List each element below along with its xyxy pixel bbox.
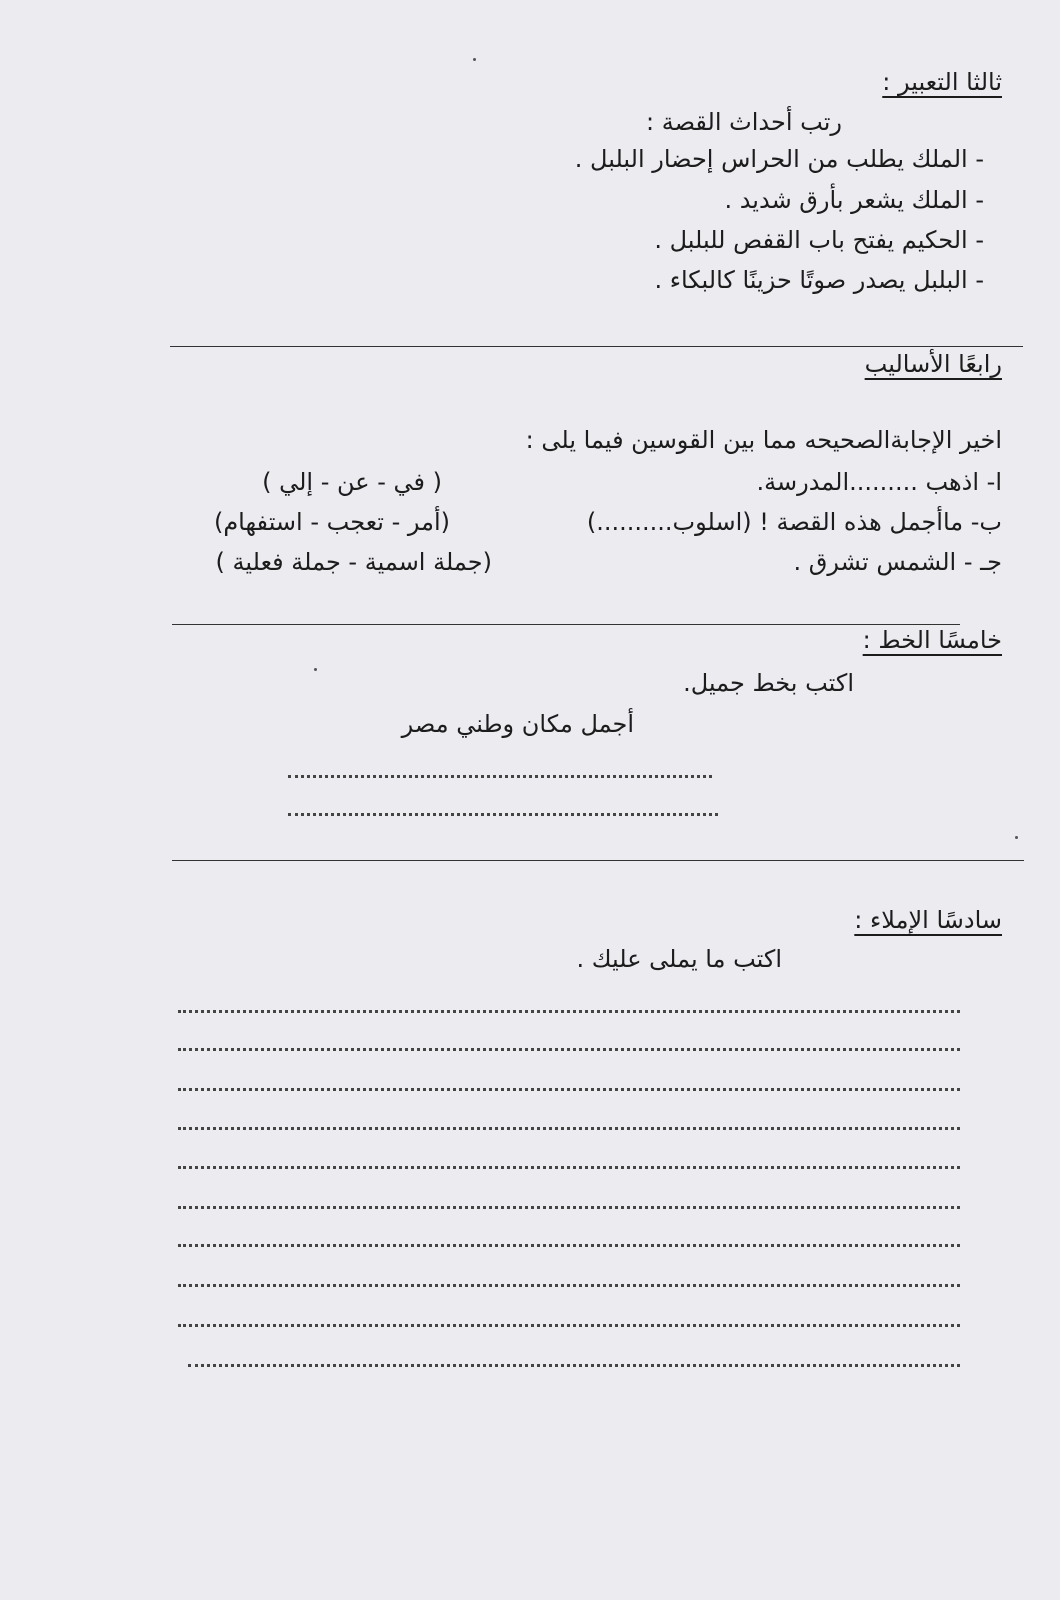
scan-speck: [1015, 836, 1018, 839]
section3-instruction: رتب أحداث القصة :: [646, 108, 842, 136]
question-b-options: (أمر - تعجب - استفهام): [213, 508, 450, 536]
dictation-line-6[interactable]: [178, 1206, 960, 1209]
dictation-line-5[interactable]: [178, 1166, 960, 1169]
section5-sentence: أجمل مكان وطني مصر: [401, 710, 634, 738]
section3-title: ثالثا التعبير :: [882, 68, 1002, 96]
question-a-options: ( في - عن - إلي ): [262, 468, 442, 496]
divider-3: [172, 860, 1024, 861]
dictation-line-10[interactable]: [188, 1364, 960, 1367]
question-c-options: (جملة اسمية - جملة فعلية ): [215, 548, 492, 576]
handwriting-line-2[interactable]: [288, 813, 718, 816]
section3-item-4: - البلبل يصدر صوتًا حزينًا كالبكاء .: [654, 266, 984, 294]
section3-item-1: - الملك يطلب من الحراس إحضار البلبل .: [574, 145, 984, 173]
section6-title: سادسًا الإملاء :: [854, 906, 1002, 934]
section3-item-3: - الحكيم يفتح باب القفص للبلبل .: [654, 226, 984, 254]
dictation-line-7[interactable]: [178, 1244, 960, 1247]
question-b-text: ب- ماأجمل هذه القصة ! (اسلوب..........): [586, 508, 1002, 536]
section6-instruction: اكتب ما يملى عليك .: [576, 945, 782, 973]
section3-item-2: - الملك يشعر بأرق شديد .: [724, 186, 984, 214]
dictation-line-2[interactable]: [178, 1048, 960, 1051]
dictation-line-4[interactable]: [178, 1127, 960, 1130]
dictation-line-1[interactable]: [178, 1010, 960, 1013]
scan-speck: [473, 58, 476, 61]
section5-instruction: اكتب بخط جميل.: [683, 669, 854, 697]
dictation-line-3[interactable]: [178, 1088, 960, 1091]
dictation-line-9[interactable]: [178, 1324, 960, 1327]
section4-title: رابعًا الأساليب: [864, 350, 1002, 378]
question-c-text: جـ - الشمس تشرق .: [793, 548, 1002, 576]
section4-instruction: اخير الإجابةالصحيحه مما بين القوسين فيما يلى :: [525, 426, 1002, 454]
question-a-text: ا- اذهب .........المدرسة.: [756, 468, 1002, 496]
scan-speck: [314, 668, 317, 671]
divider-1: [170, 346, 1023, 347]
section5-title: خامسًا الخط :: [862, 626, 1002, 654]
handwriting-line-1[interactable]: [288, 775, 712, 778]
dictation-line-8[interactable]: [178, 1284, 960, 1287]
divider-2: [172, 624, 960, 625]
